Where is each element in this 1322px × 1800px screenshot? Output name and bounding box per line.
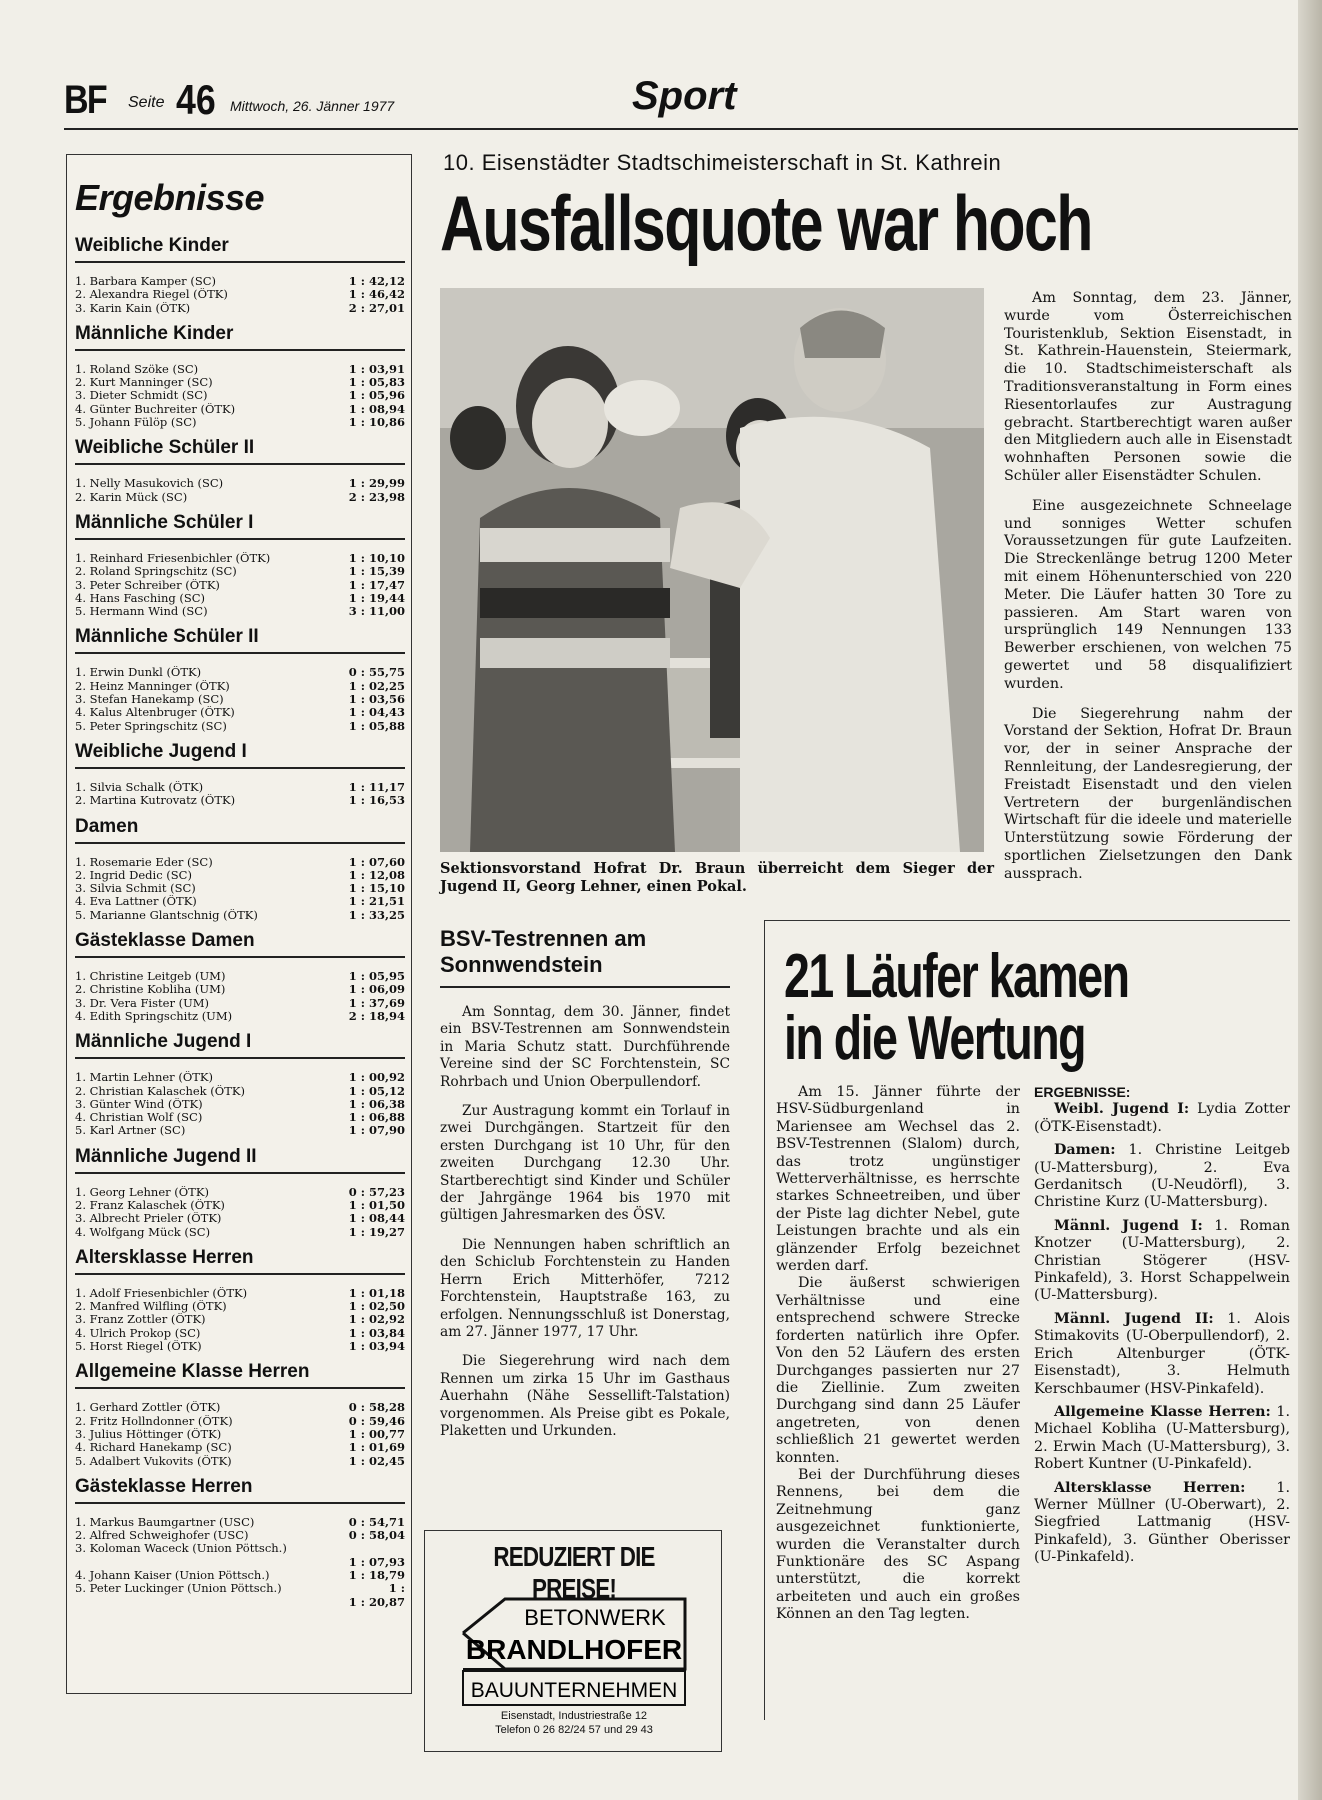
page-fold (1298, 0, 1322, 1800)
article-paragraph: Eine ausgezeichnete Schneelage und sonniges Wetter schufen Voraussetzungen für gute Laufzeiten. Die Streckenlänge betrug 1200 Meter mit einem Höhenunterschied von 220 Meter. Die Läufer hatten 30 Tore zu passieren. Am Start waren von ursprünglich 149 Nennungen 133 Bewerber erschienen, von welchen 75 gewertet und 58 disqualifiziert wurden. (1004, 497, 1292, 692)
result-category-heading: Männliche Jugend II (75, 1146, 405, 1174)
result-row (75, 869, 405, 882)
result-row (75, 706, 405, 719)
race-time: 1 : 00,92 (348, 1070, 405, 1085)
race-time: 1 : 15,39 (348, 564, 405, 579)
result-category (75, 1247, 405, 1353)
athlete-name: 4. Ulrich Prokop (SC) (75, 1326, 201, 1340)
result-row (75, 491, 405, 504)
result-category (75, 626, 405, 732)
laeufer-result-item (1034, 1404, 1290, 1474)
race-time: 2 : 27,01 (348, 300, 405, 315)
result-row (75, 363, 405, 376)
result-category-heading: Weibliche Kinder (75, 235, 405, 263)
photo-illustration (440, 288, 984, 852)
athlete-name: 2. Heinz Manninger (ÖTK) (75, 679, 230, 693)
race-time: 2 : 23,98 (348, 489, 405, 504)
result-category-heading: Gästeklasse Damen (75, 930, 405, 958)
result-row (75, 1455, 405, 1468)
result-category-heading: Männliche Schüler II (75, 626, 405, 654)
result-row (75, 1199, 405, 1212)
race-time: 1 : 03,84 (348, 1325, 405, 1340)
result-row (75, 794, 405, 807)
laeufer-paragraph: Die äußerst schwierigen Verhältnisse und eine entsprechend schwere Strecke forderten natürlich ihre Opfer. Von den 52 Läufern des ersten Durchganges passierten nur 27 die Ziellinie. Zum zweiten Durchgang sind dann 25 Läufer angetreten, von denen schließlich 21 gewertet werden konnten. (776, 1275, 1020, 1466)
header-rule (64, 128, 1304, 130)
athlete-name: 3. Günter Wind (ÖTK) (75, 1097, 203, 1111)
race-time: 0 : 54,71 (348, 1514, 405, 1529)
athlete-name: 1. Martin Lehner (ÖTK) (75, 1071, 213, 1085)
result-category (75, 930, 405, 1023)
laeufer-result-item (1034, 1311, 1290, 1398)
athlete-name: 2. Roland Springschitz (SC) (75, 565, 237, 579)
race-time: 1 : 11,17 (348, 779, 405, 794)
result-row (75, 1085, 405, 1098)
result-row (75, 1401, 405, 1414)
ad-phone-line: Telefon 0 26 82/24 57 und 29 43 (495, 1724, 653, 1736)
bsv-paragraph: Zur Austragung kommt ein Torlauf in zwei Durchgängen. Startzeit für den ersten Durchgang ist 10 Uhr, für den zweiten Durchgang 12.30 Uhr. Startberechtigt sind Kinder und Schüler der Jahrgänge 1964 bis 1970 mit gültigen Jahresmarken des ÖSV. (440, 1103, 730, 1224)
result-category (75, 437, 405, 504)
race-time: 1 : 06,09 (348, 982, 405, 997)
race-time: 3 : 11,00 (348, 604, 405, 619)
athlete-name: 2. Alexandra Riegel (ÖTK) (75, 288, 228, 302)
result-row (75, 416, 405, 429)
result-row (75, 1071, 405, 1084)
athlete-name: 1. Roland Szöke (SC) (75, 362, 199, 376)
result-category: Altersklasse Herren: (1054, 1479, 1246, 1496)
result-row (75, 1340, 405, 1353)
race-time: 1 : 00,77 (348, 1426, 405, 1441)
result-category-heading: Männliche Jugend I (75, 1031, 405, 1059)
result-text: 1. Michael Kobliha (U-Mattersburg), 2. Erwin Mach (U-Mattersburg), 3. Robert Kuntner (U-Pinkafeld). (1034, 1403, 1290, 1473)
result-category-heading: Allgemeine Klasse Herren (75, 1361, 405, 1389)
article-headline: Ausfallsquote war hoch (440, 179, 1092, 267)
athlete-name: 3. Stefan Hanekamp (SC) (75, 693, 224, 707)
race-time: 1 : (388, 1581, 405, 1596)
result-category (75, 1361, 405, 1467)
section-title: Sport (632, 74, 737, 118)
athlete-name: 5. Marianne Glantschnig (ÖTK) (75, 908, 258, 922)
athlete-name: 5. Hermann Wind (SC) (75, 605, 208, 619)
result-category (75, 741, 405, 808)
result-row (75, 1124, 405, 1137)
photo-caption: Sektionsvorstand Hofrat Dr. Braun überreicht dem Sieger der Jugend II, Georg Lehner, einen Pokal. (440, 860, 994, 895)
bsv-paragraph: Die Nennungen haben schriftlich an den Schiclub Forchtenstein zu Handen Herrn Erich Mitterhöfer, 7212 Forchtenstein, Hauptstraße 163, zu erfolgen. Nennungsschluß ist Donerstag, am 27. Jänner 1977, 17 Uhr. (440, 1236, 730, 1340)
race-time: 1 : 01,50 (348, 1197, 405, 1212)
race-time: 0 : 58,28 (348, 1400, 405, 1415)
result-category: Männl. Jugend I: (1054, 1217, 1203, 1234)
race-time: 1 : 03,91 (348, 361, 405, 376)
result-row (75, 720, 405, 733)
race-time: 1 : 10,86 (348, 415, 405, 430)
athlete-name: 5. Horst Riegel (ÖTK) (75, 1340, 202, 1354)
result-row (75, 666, 405, 679)
result-row (75, 1111, 405, 1124)
athlete-name: 3. Peter Schreiber (ÖTK) (75, 578, 220, 592)
laeufer-result-item (1034, 1480, 1290, 1567)
result-text: Lydia Zotter (ÖTK-Eisenstadt). (1034, 1101, 1290, 1135)
athlete-name: 4. Günter Buchreiter (ÖTK) (75, 402, 236, 416)
athlete-name: 1. Christine Leitgeb (UM) (75, 970, 226, 984)
page-label: Seite (128, 94, 165, 111)
result-category-heading: Männliche Kinder (75, 323, 405, 351)
result-row (75, 1300, 405, 1313)
athlete-name: 4. Edith Springschitz (UM) (75, 1009, 233, 1023)
race-time: 1 : 21,51 (348, 894, 405, 909)
race-time: 1 : 08,44 (348, 1211, 405, 1226)
race-time: 1 : 01,69 (348, 1440, 405, 1455)
result-row (75, 909, 405, 922)
result-row (75, 275, 405, 288)
result-category-heading: Altersklasse Herren (75, 1247, 405, 1275)
athlete-name: 3. Koloman Waceck (Union Pöttsch.) (75, 1542, 287, 1556)
brandlhofer-logo-icon (455, 1593, 693, 1707)
result-row (75, 1186, 405, 1199)
article-kicker: 10. Eisenstädter Stadtschimeisterschaft in St. Kathrein (443, 150, 1002, 175)
result-row (75, 1226, 405, 1239)
athlete-name: 2. Karin Mück (SC) (75, 490, 188, 504)
result-row (75, 693, 405, 706)
athlete-name: 3. Dieter Schmidt (SC) (75, 389, 208, 403)
laeufer-result-item (1034, 1101, 1290, 1136)
race-time: 1 : 19,44 (348, 590, 405, 605)
race-time: 1 : 05,12 (348, 1083, 405, 1098)
laeufer-results (1034, 1084, 1290, 1573)
race-time: 0 : 57,23 (348, 1184, 405, 1199)
result-row (75, 1415, 405, 1428)
paper-logo: BF (64, 78, 106, 122)
athlete-name: 1. Markus Baumgartner (USC) (75, 1515, 255, 1529)
result-row (75, 1010, 405, 1023)
laeufer-result-item (1034, 1218, 1290, 1305)
athlete-name: 4. Hans Fasching (SC) (75, 591, 206, 605)
race-time: 1 : 29,99 (348, 476, 405, 491)
laeufer-result-item (1034, 1142, 1290, 1212)
result-row (75, 302, 405, 315)
bsv-paragraph: Die Siegerehrung wird nach dem Rennen um zirka 15 Uhr im Gasthaus Auerhahn (Nähe Sessellift-Talstation) vorgenommen. Als Preise gibt es Pokale, Plaketten und Urkunden. (440, 1353, 730, 1439)
result-row (75, 1556, 405, 1569)
race-time: 1 : 08,94 (348, 401, 405, 416)
race-time: 1 : 05,83 (348, 375, 405, 390)
ad-headline: REDUZIERT DIE PREISE! (493, 1541, 655, 1604)
result-text: 1. Roman Knotzer (U-Mattersburg), 2. Christian Stögerer (HSV-Pinkafeld), 3. Horst Schappelwein (U-Mattersburg). (1034, 1217, 1290, 1304)
race-time: 1 : 33,25 (348, 907, 405, 922)
bsv-headline: BSV-Testrennen am Sonnwendstein (440, 926, 730, 988)
article-body (1004, 290, 1292, 896)
result-row (75, 1212, 405, 1225)
race-time: 1 : 16,53 (348, 793, 405, 808)
race-time: 1 : 07,93 (348, 1554, 405, 1569)
race-time: 1 : 05,96 (348, 388, 405, 403)
result-row (75, 477, 405, 490)
results-list (75, 235, 405, 1617)
results-box (66, 154, 412, 1694)
athlete-name: 2. Ingrid Dedic (SC) (75, 868, 192, 882)
result-row (75, 403, 405, 416)
laeufer-results-heading: ERGEBNISSE: (1034, 1084, 1131, 1100)
athlete-name: 2. Fritz Hollndonner (ÖTK) (75, 1414, 233, 1428)
result-row (75, 1098, 405, 1111)
athlete-name: 3. Albrecht Prieler (ÖTK) (75, 1212, 222, 1226)
race-time: 1 : 01,18 (348, 1285, 405, 1300)
result-category (75, 1031, 405, 1137)
laeufer-headline-line: in die Wertung (784, 1004, 1086, 1073)
athlete-name: 1. Erwin Dunkl (ÖTK) (75, 666, 202, 680)
result-row (75, 1287, 405, 1300)
result-text: 1. Christine Leitgeb (U-Mattersburg), 2. Eva Gerdanitsch (U-Neudörfl), 3. Christine Kurz (U-Mattersburg). (1034, 1142, 1290, 1211)
race-time: 1 : 37,69 (348, 995, 405, 1010)
result-category (75, 512, 405, 618)
athlete-name: 1. Georg Lehner (ÖTK) (75, 1185, 209, 1199)
result-row (75, 288, 405, 301)
athlete-name: 2. Manfred Wilfling (ÖTK) (75, 1300, 227, 1314)
athlete-name: 1. Silvia Schalk (ÖTK) (75, 780, 204, 794)
race-time: 1 : 17,47 (348, 577, 405, 592)
result-row (75, 1542, 405, 1555)
result-row (75, 1529, 405, 1542)
athlete-name: 5. Peter Springschitz (SC) (75, 719, 227, 733)
company-logo (455, 1593, 693, 1707)
race-time: 1 : 19,27 (348, 1224, 405, 1239)
ad-address-line: Eisenstadt, Industriestraße 12 (500, 1710, 648, 1722)
result-row (75, 376, 405, 389)
result-row (75, 1516, 405, 1529)
result-row (75, 1428, 405, 1441)
laeufer-headline-line: 21 Läufer kamen (784, 942, 1129, 1011)
athlete-name: 5. Karl Artner (SC) (75, 1124, 186, 1138)
athlete-name: 1. Rosemarie Eder (SC) (75, 855, 213, 869)
award-photo (440, 288, 984, 852)
athlete-name: 3. Silvia Schmit (SC) (75, 882, 196, 896)
result-row (75, 1582, 405, 1595)
athlete-name: 5. Adalbert Vukovits (ÖTK) (75, 1454, 232, 1468)
result-row (75, 389, 405, 402)
advertisement (424, 1530, 722, 1752)
race-time: 1 : 05,95 (348, 969, 405, 984)
logo-line-3: BAUUNTERNEHMEN (470, 1679, 678, 1702)
athlete-name: 5. Peter Luckinger (Union Pöttsch.) (75, 1582, 282, 1596)
result-row (75, 983, 405, 996)
result-row (75, 1441, 405, 1454)
laeufer-paragraph: Am 15. Jänner führte der HSV-Südburgenland in Mariensee am Wechsel das 2. BSV-Testrennen (Slalom) durch, das trotz ungünstiger Wetterverhältnisse, es herrschte starkes Schneetreiben, und über der Piste lag dichter Nebel, gute Leistungen brachte und als ein glänzender Erfolg bezeichnet werden darf. (776, 1084, 1020, 1275)
article-paragraph: Die Siegerehrung nahm der Vorstand der Sektion, Hofrat Dr. Braun vor, der in seiner Ansprache der Rennleitung, der Landesregierung, der Freistadt Eisenstadt und den vielen Vertretern der burgenländischen Wirtschaft für die ideele und materielle Unterstützung sowie Förderung der sportlichen Zielsetzungen den Dank aussprach. (1004, 705, 1292, 882)
result-category-heading: Gästeklasse Herren (75, 1476, 405, 1504)
result-row (75, 895, 405, 908)
race-time: 1 : 06,88 (348, 1110, 405, 1125)
athlete-name: 4. Richard Hanekamp (SC) (75, 1441, 232, 1455)
result-category-heading: Weibliche Schüler II (75, 437, 405, 465)
result-category (75, 235, 405, 315)
result-category-heading: Männliche Schüler I (75, 512, 405, 540)
athlete-name: 2. Franz Kalaschek (ÖTK) (75, 1198, 225, 1212)
athlete-name: 4. Eva Lattner (ÖTK) (75, 895, 197, 909)
result-category-heading: Damen (75, 816, 405, 844)
race-time: 0 : 58,04 (348, 1528, 405, 1543)
race-time: 1 : 42,12 (348, 274, 405, 288)
race-time: 0 : 55,75 (348, 665, 405, 680)
athlete-name: 2. Christian Kalaschek (ÖTK) (75, 1084, 245, 1098)
athlete-name: 1. Gerhard Zottler (ÖTK) (75, 1401, 221, 1415)
race-time: 1 : 46,42 (348, 287, 405, 302)
race-time: 1 : 18,79 (348, 1568, 405, 1583)
race-time: 1 : 15,10 (348, 881, 405, 896)
race-time: 2 : 18,94 (348, 1008, 405, 1023)
athlete-name: 5. Johann Fülöp (SC) (75, 416, 197, 430)
athlete-name: 2. Kurt Manninger (SC) (75, 376, 213, 390)
result-text: 1. Alois Stimakovits (U-Oberpullendorf), 2. Erich Altenburger (ÖTK-Eisenstadt), 3. Helmuth Kerschbaumer (HSV-Pinkafeld). (1034, 1310, 1290, 1397)
laeufer-headline (784, 942, 1174, 1073)
result-category: Allgemeine Klasse Herren: (1054, 1403, 1271, 1420)
result-row (75, 565, 405, 578)
athlete-name: 2. Christine Kobliha (UM) (75, 983, 226, 997)
race-time: 1 : 03,94 (348, 1339, 405, 1354)
result-category (75, 816, 405, 922)
race-time: 0 : 59,46 (348, 1413, 405, 1428)
result-category: Weibl. Jugend I: (1054, 1101, 1190, 1118)
result-row (75, 882, 405, 895)
athlete-name: 2. Alfred Schweighofer (USC) (75, 1529, 249, 1543)
laeufer-report (776, 1084, 1020, 1624)
result-row (75, 680, 405, 693)
race-time: 1 : 05,88 (348, 718, 405, 733)
race-time: 1 : 20,87 (348, 1594, 405, 1609)
race-time: 1 : 10,10 (348, 550, 405, 565)
race-time: 1 : 02,92 (348, 1312, 405, 1327)
bsv-body (440, 1004, 730, 1452)
result-text: 1. Werner Müllner (U-Oberwart), 2. Siegfried Lattmanig (HSV-Pinkafeld), 3. Günther Oberisser (U-Pinkafeld). (1034, 1479, 1291, 1566)
athlete-name: 4. Kalus Altenbruger (ÖTK) (75, 706, 235, 720)
athlete-name: 3. Franz Zottler (ÖTK) (75, 1313, 206, 1327)
article-paragraph: Am Sonntag, dem 23. Jänner, wurde vom Österreichischen Touristenklub, Sektion Eisenstadt, in St. Kathrein-Hauenstein, Steiermark, die 10. Stadtschimeisterschaft als Traditionsveranstaltung in Form eines Riesentorlaufes zur Austragung gebracht. Startberechtigt waren außer den Mitgliedern auch alle in Eisenstadt wohnhaften Personen sowie die Schüler aller Eisenstädter Schulen. (1004, 290, 1292, 484)
athlete-name: 3. Julius Höttinger (ÖTK) (75, 1427, 222, 1441)
result-row (75, 997, 405, 1010)
result-row (75, 1569, 405, 1582)
race-time: 1 : 02,25 (348, 678, 405, 693)
race-time: 1 : 12,08 (348, 867, 405, 882)
result-category: Damen: (1054, 1142, 1116, 1159)
result-row (75, 605, 405, 618)
result-row (75, 856, 405, 869)
result-row (75, 592, 405, 605)
athlete-name: 4. Christian Wolf (SC) (75, 1111, 203, 1125)
result-category-heading: Weibliche Jugend I (75, 741, 405, 769)
bsv-paragraph: Am Sonntag, dem 30. Jänner, findet ein BSV-Testrennen am Sonnwendstein in Maria Schutz statt. Durchführende Vereine sind der SC Forchtenstein, SC Rohrbach und Union Oberpullendorf. (440, 1004, 730, 1090)
athlete-name: 4. Johann Kaiser (Union Pöttsch.) (75, 1569, 270, 1583)
logo-line-1: BETONWERK (524, 1605, 666, 1630)
result-category (75, 323, 405, 429)
race-time: 1 : 07,60 (348, 854, 405, 869)
athlete-name: 4. Wolfgang Mück (SC) (75, 1225, 211, 1239)
result-category: Männl. Jugend II: (1054, 1310, 1214, 1327)
issue-date: Mittwoch, 26. Jänner 1977 (230, 98, 395, 114)
masthead (64, 72, 1304, 132)
athlete-name: 1. Barbara Kamper (SC) (75, 275, 216, 288)
ad-address (425, 1709, 723, 1737)
result-row (75, 781, 405, 794)
result-category (75, 1476, 405, 1609)
athlete-name: 1. Nelly Masukovich (SC) (75, 477, 224, 491)
race-time: 1 : 06,38 (348, 1096, 405, 1111)
race-time: 1 : 07,90 (348, 1123, 405, 1138)
result-row (75, 1596, 405, 1609)
result-category (75, 1146, 405, 1239)
athlete-name: 1. Adolf Friesenbichler (ÖTK) (75, 1286, 248, 1300)
result-row (75, 1313, 405, 1326)
race-time: 1 : 04,43 (348, 705, 405, 720)
athlete-name: 3. Karin Kain (ÖTK) (75, 301, 191, 315)
athlete-name: 3. Dr. Vera Fister (UM) (75, 996, 210, 1010)
race-time: 1 : 03,56 (348, 692, 405, 707)
result-row (75, 552, 405, 565)
logo-line-2: BRANDLHOFER (465, 1634, 683, 1665)
athlete-name: 2. Martina Kutrovatz (ÖTK) (75, 794, 236, 808)
page-number: 46 (176, 76, 216, 123)
laeufer-paragraph: Bei der Durchführung dieses Rennens, bei dem die Zeitnehmung ganz ausgezeichnet funktionierte, wurden die Veranstalter durch Funktionäre des SC Aspang unterstützt, die korrekt arbeiteten und auch ein großes Können an den Tag legten. (776, 1466, 1020, 1623)
result-row (75, 970, 405, 983)
results-title: Ergebnisse (75, 177, 265, 218)
athlete-name: 1. Reinhard Friesenbichler (ÖTK) (75, 551, 271, 565)
race-time: 1 : 02,50 (348, 1299, 405, 1314)
result-row (75, 1327, 405, 1340)
race-time: 1 : 02,45 (348, 1453, 405, 1468)
result-row (75, 579, 405, 592)
